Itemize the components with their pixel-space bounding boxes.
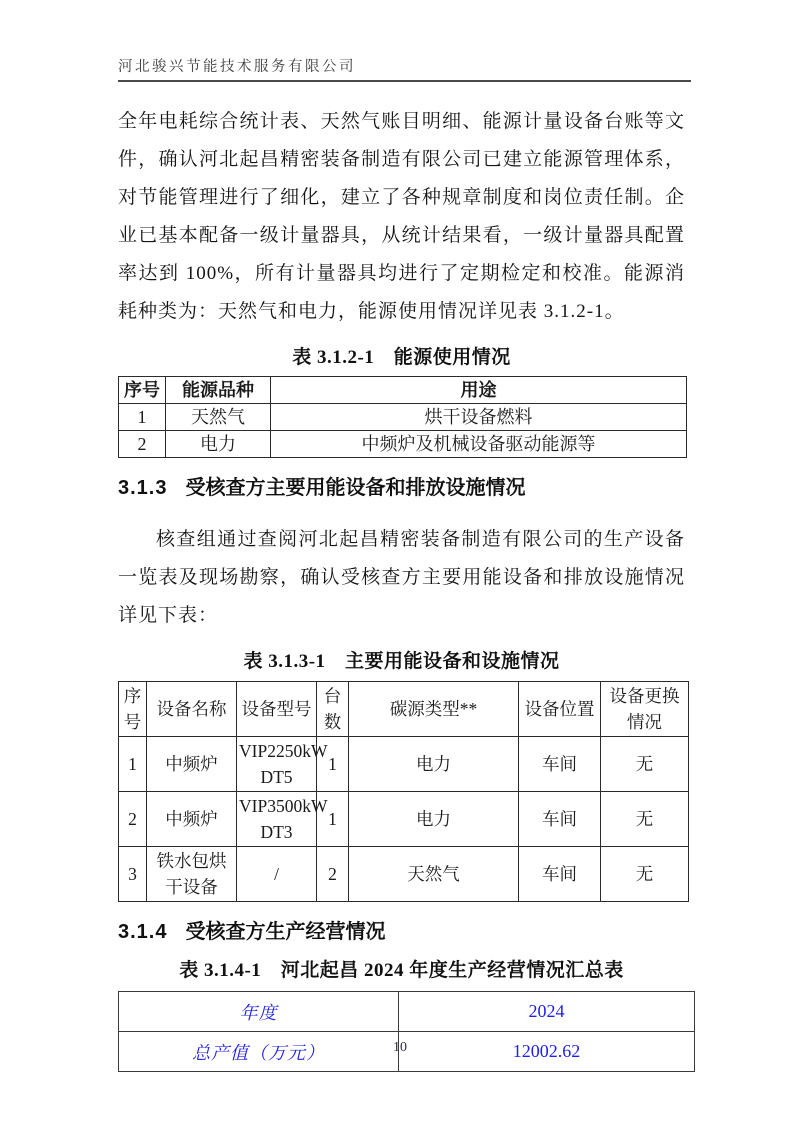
table-energy-use	[118, 376, 687, 458]
section-title: 受核查方生产经营情况	[185, 921, 386, 943]
col-header-device-name: 设备名称	[147, 682, 237, 737]
cell-replacement: 无	[601, 737, 689, 792]
page-number: 10	[393, 1040, 407, 1055]
table-equipment	[118, 681, 689, 902]
table-row	[119, 992, 695, 1032]
cell-year-value: 2024	[399, 992, 695, 1032]
cell-seq: 2	[119, 792, 147, 847]
paragraph-energy-management: 全年电耗综合统计表、天然气账目明细、能源计量设备台账等文件，确认河北起昌精密装备制造有限公司已建立能源管理体系，对节能管理进行了细化，建立了各种规章制度和岗位责任制。企业已基本配备一级计量器具，从统计结果看，一级计量器具配置率达到 100%，所有计量器具均进行了定期检定和校准。能源消耗种类为：天然气和电力，能源使用情况详见表 3.1.2-1。	[118, 111, 685, 322]
paragraph-equipment-review: 核查组通过查阅河北起昌精密装备制造有限公司的生产设备一览表及现场勘察，确认受核查方主要用能设备和排放设施情况详见下表：	[118, 529, 685, 626]
cell-carbon-source: 电力	[349, 737, 519, 792]
cell-energy-type: 电力	[166, 431, 271, 458]
cell-replacement: 无	[601, 847, 689, 902]
page-header	[0, 0, 800, 82]
col-header-device-model: 设备型号	[237, 682, 317, 737]
cell-device-model: VIP3500kW DT3	[237, 792, 317, 847]
table-row	[119, 431, 687, 458]
cell-seq: 3	[119, 847, 147, 902]
cell-output-value: 12002.62	[399, 1032, 695, 1072]
table-row	[119, 847, 689, 902]
cell-device-location: 车间	[519, 737, 601, 792]
cell-seq: 1	[119, 404, 166, 431]
cell-unit-count: 1	[317, 737, 349, 792]
col-header-unit-count: 台数	[317, 682, 349, 737]
cell-device-model: /	[237, 847, 317, 902]
cell-device-location: 车间	[519, 792, 601, 847]
cell-device-name: 中频炉	[147, 737, 237, 792]
table-energy-use-title: 表 3.1.2-1 能源使用情况	[292, 347, 511, 368]
table-equipment-title: 表 3.1.3-1 主要用能设备和设施情况	[243, 651, 560, 672]
table-row	[119, 737, 689, 792]
cell-energy-type: 天然气	[166, 404, 271, 431]
cell-device-model: VIP2250kW DT5	[237, 737, 317, 792]
section-number: 3.1.3	[118, 477, 168, 499]
table-production-title: 表 3.1.4-1 河北起昌 2024 年度生产经营情况汇总表	[179, 960, 624, 981]
cell-output-label: 总产值（万元）	[119, 1032, 399, 1072]
table-production-summary	[118, 991, 695, 1072]
cell-usage: 烘干设备燃料	[271, 404, 687, 431]
cell-year-label: 年度	[119, 992, 399, 1032]
cell-replacement: 无	[601, 792, 689, 847]
cell-seq: 2	[119, 431, 166, 458]
cell-unit-count: 2	[317, 847, 349, 902]
col-header-energy-type: 能源品种	[166, 377, 271, 404]
header-rule	[118, 80, 691, 82]
cell-device-location: 车间	[519, 847, 601, 902]
table-row	[119, 792, 689, 847]
col-header-usage: 用途	[271, 377, 687, 404]
table-row	[119, 404, 687, 431]
cell-usage: 中频炉及机械设备驱动能源等	[271, 431, 687, 458]
table-header-row	[119, 682, 689, 737]
section-heading-3-1-3	[118, 471, 685, 500]
company-name: 河北骏兴节能技术服务有限公司	[118, 59, 356, 75]
cell-device-name: 铁水包烘干设备	[147, 847, 237, 902]
col-header-carbon-source: 碳源类型**	[349, 682, 519, 737]
cell-seq: 1	[119, 737, 147, 792]
col-header-replacement: 设备更换情况	[601, 682, 689, 737]
col-header-seq: 序号	[119, 682, 147, 737]
section-title: 受核查方主要用能设备和排放设施情况	[185, 477, 526, 499]
col-header-device-location: 设备位置	[519, 682, 601, 737]
table-header-row	[119, 377, 687, 404]
cell-carbon-source: 天然气	[349, 847, 519, 902]
section-heading-3-1-4	[118, 915, 685, 944]
section-number: 3.1.4	[118, 921, 168, 943]
page-content	[0, 103, 800, 1072]
page-footer	[0, 1040, 800, 1056]
cell-carbon-source: 电力	[349, 792, 519, 847]
cell-device-name: 中频炉	[147, 792, 237, 847]
col-header-seq: 序号	[119, 377, 166, 404]
cell-unit-count: 1	[317, 792, 349, 847]
